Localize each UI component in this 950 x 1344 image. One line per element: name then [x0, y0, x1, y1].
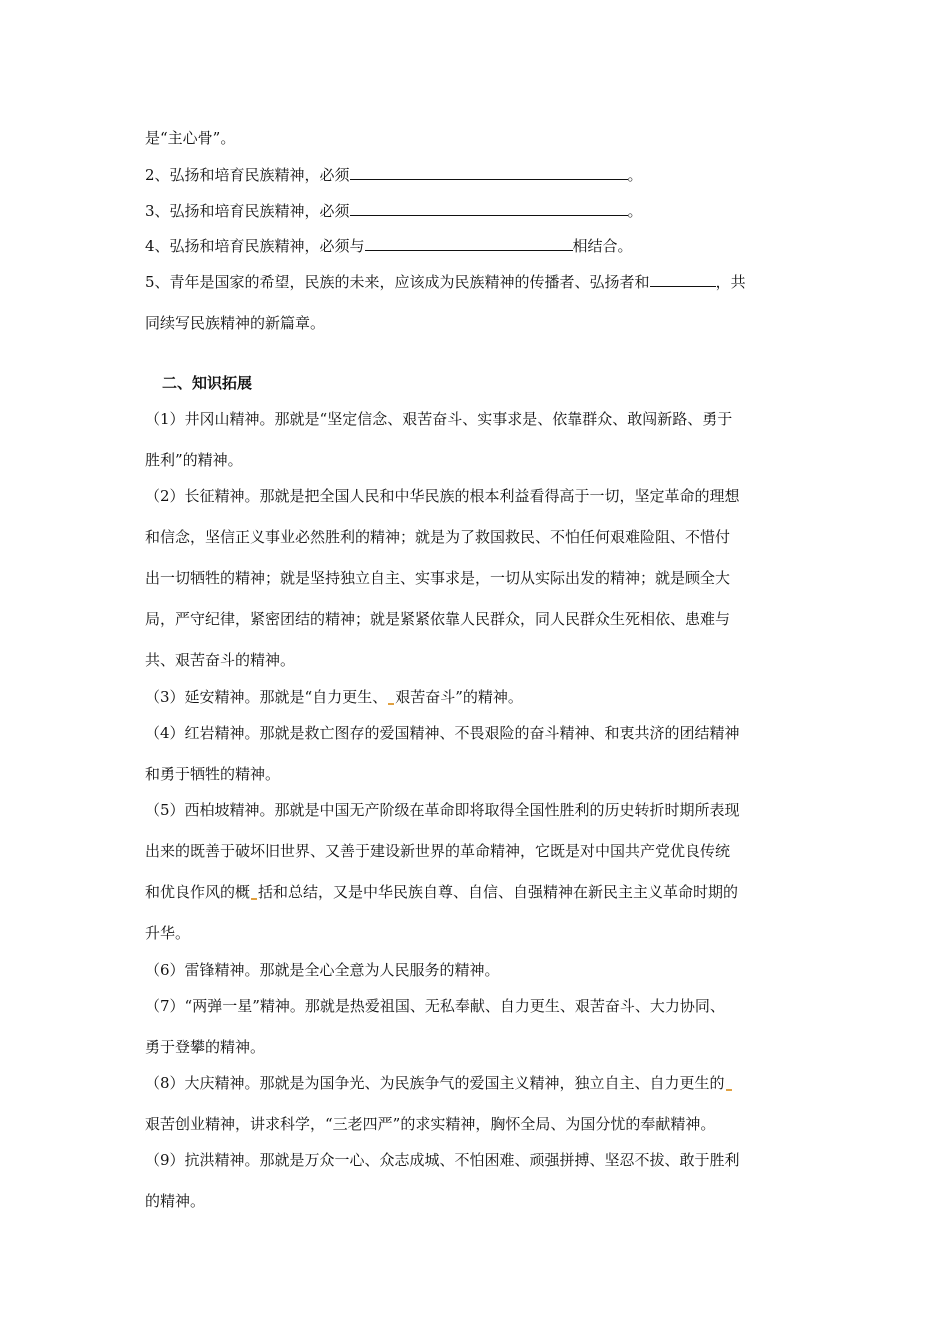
line-text: 。 — [627, 202, 643, 220]
line-text: 。 — [627, 166, 643, 184]
text-line — [145, 609, 810, 629]
fill-in-item-2 — [145, 165, 810, 185]
line-text: 和勇于牺牲的精神。 — [145, 765, 281, 783]
line-text: （2）长征精神。那就是把全国人民和中华民族的根本利益看得高于一切，坚定革命的理想 — [145, 487, 740, 505]
answer-blank[interactable] — [650, 272, 716, 287]
answer-blank[interactable] — [350, 165, 628, 180]
text-line — [145, 1150, 810, 1170]
line-text: 艰苦奋斗”的精神。 — [395, 688, 523, 706]
line-text: 共、艰苦奋斗的精神。 — [145, 651, 296, 669]
text-line — [145, 409, 810, 429]
text-line — [145, 1037, 810, 1057]
section-heading: 二、知识拓展 — [162, 374, 253, 392]
text-line — [145, 568, 810, 588]
line-text: 出来的既善于破坏旧世界、又善于建设新世界的革命精神，它既是对中国共产党优良传统 — [145, 842, 731, 860]
line-text: （8）大庆精神。那就是为国争光、为民族争气的爱国主义精神，独立自主、自力更生的 — [145, 1074, 725, 1092]
line-text: 同续写民族精神的新篇章。 — [145, 314, 326, 332]
line-text: 局，严守纪律，紧密团结的精神；就是紧紧依靠人民群众，同人民群众生死相依、患难与 — [145, 610, 731, 628]
text-line — [145, 687, 810, 707]
line-text: （6）雷锋精神。那就是全心全意为人民服务的精神。 — [145, 961, 500, 979]
line-text: 3、弘扬和培育民族精神，必须 — [145, 202, 350, 220]
text-line — [145, 486, 810, 506]
line-text: 和信念，坚信正义事业必然胜利的精神；就是为了救国救民、不怕任何艰难险阻、不惜付 — [145, 528, 731, 546]
line-text: （9）抗洪精神。那就是万众一心、众志成城、不怕困难、顽强拼搏、坚忍不拔、敢于胜利 — [145, 1151, 740, 1169]
edit-mark — [251, 898, 257, 900]
line-text: 和优良作风的概 — [145, 883, 251, 901]
line-text: 4、弘扬和培育民族精神，必须与 — [145, 237, 365, 255]
line-text: 升华。 — [145, 924, 191, 942]
edit-mark — [388, 703, 394, 705]
text-line — [145, 800, 810, 820]
text-line — [145, 764, 810, 784]
line-text: 相结合。 — [572, 237, 633, 255]
text-line — [145, 313, 810, 333]
fill-in-item-3 — [145, 201, 810, 221]
text-line — [145, 882, 810, 902]
fill-in-item-5 — [145, 272, 810, 292]
text-line — [145, 841, 810, 861]
answer-blank[interactable] — [350, 201, 628, 216]
text-line — [145, 1114, 810, 1134]
text-line — [145, 960, 810, 980]
line-text: 胜利”的精神。 — [145, 451, 243, 469]
text-line — [145, 450, 810, 470]
line-text: 括和总结，又是中华民族自尊、自信、自强精神在新民主主义革命时期的 — [258, 883, 739, 901]
line-text: （1）井冈山精神。那就是“坚定信念、艰苦奋斗、实事求是、依靠群众、敢闯新路、勇于 — [145, 410, 733, 428]
line-text: （4）红岩精神。那就是救亡图存的爱国精神、不畏艰险的奋斗精神、和衷共济的团结精神 — [145, 724, 740, 742]
line-text: （7）“两弹一星”精神。那就是热爱祖国、无私奉献、自力更生、艰苦奋斗、大力协同、 — [145, 997, 725, 1015]
fill-in-item-4 — [145, 236, 810, 256]
line-text: 5、青年是国家的希望，民族的未来，应该成为民族精神的传播者、弘扬者和 — [145, 273, 650, 291]
answer-blank[interactable] — [365, 236, 573, 251]
text-line — [145, 723, 810, 743]
line-text: （5）西柏坡精神。那就是中国无产阶级在革命即将取得全国性胜利的历史转折时期所表现 — [145, 801, 740, 819]
text-line — [145, 650, 810, 670]
line-text: ，共 — [715, 273, 746, 291]
line-text: 出一切牺牲的精神；就是坚持独立自主、实事求是，一切从实际出发的精神；就是顾全大 — [145, 569, 731, 587]
line-text: 勇于登攀的精神。 — [145, 1038, 266, 1056]
text-line — [145, 1073, 810, 1093]
line-text: （3）延安精神。那就是“自力更生、 — [145, 688, 388, 706]
line-text: 艰苦创业精神，讲求科学，“三老四严”的求实精神，胸怀全局、为国分忧的奉献精神。 — [145, 1115, 716, 1133]
text-line — [145, 923, 810, 943]
line-text: 是“主心骨”。 — [145, 129, 236, 147]
text-line — [145, 1191, 810, 1211]
edit-mark — [726, 1089, 732, 1091]
text-line — [145, 996, 810, 1016]
text-line — [145, 128, 810, 148]
text-line — [145, 527, 810, 547]
line-text: 的精神。 — [145, 1192, 206, 1210]
line-text: 2、弘扬和培育民族精神，必须 — [145, 166, 350, 184]
